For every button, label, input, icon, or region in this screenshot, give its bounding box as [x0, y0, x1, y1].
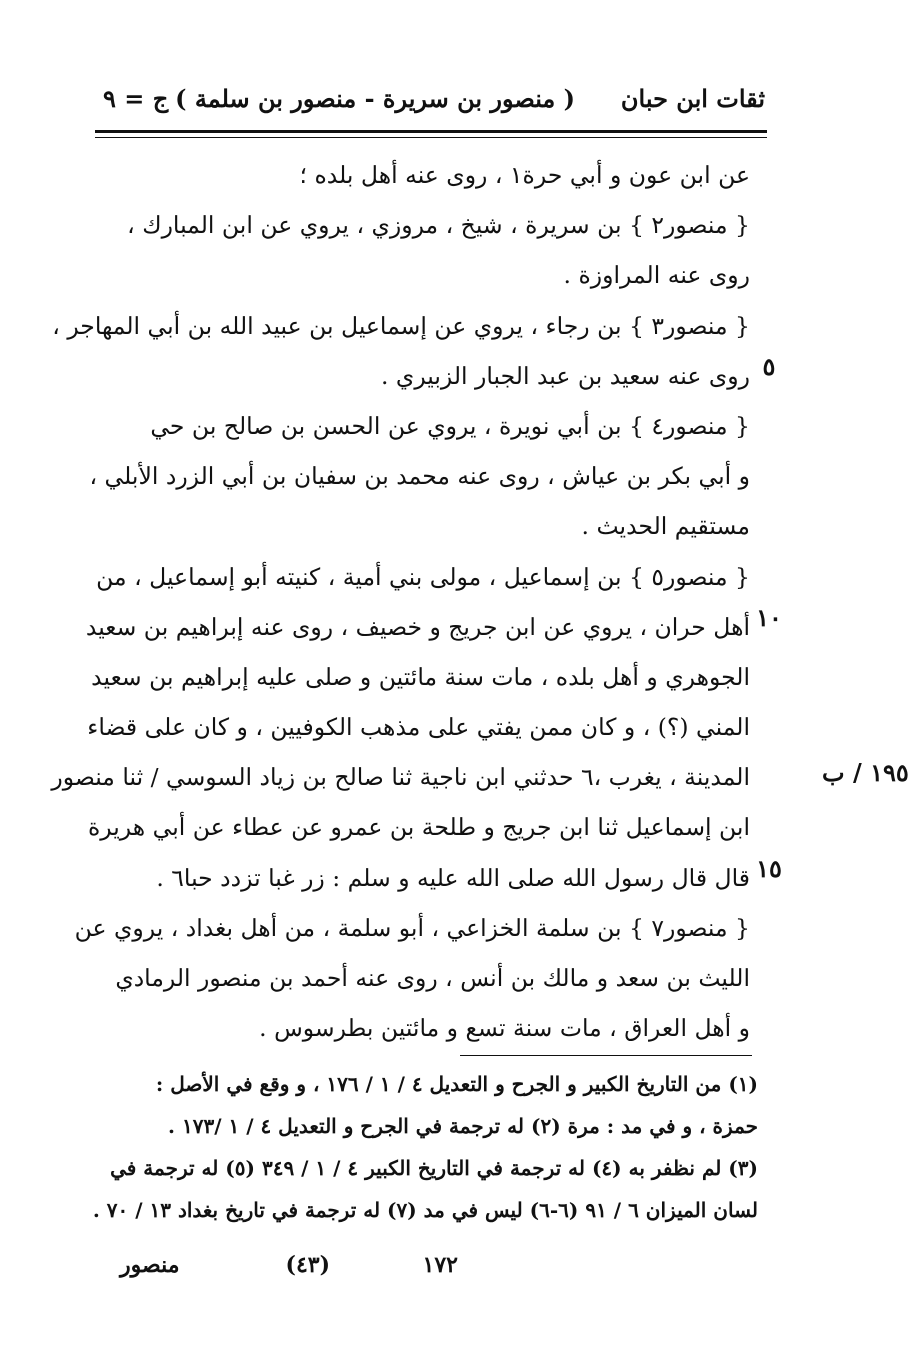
footnote-rule — [460, 1055, 752, 1056]
text-line: { منصور٣ } بن رجاء ، يروي عن إسماعيل بن عبيد الله بن أبي المهاجر ، — [52, 311, 750, 340]
text-line: الليث بن سعد و مالك بن أنس ، روى عنه أحمد بن منصور الرمادي — [115, 964, 750, 992]
footnote-line: لسان الميزان ٦ / ٩١ (٦-٦) ليس في مد (٧) له ترجمة في تاريخ بغداد ١٣ / ٧٠ . — [92, 1198, 758, 1222]
footnote-line: (٣) لم نظفر به (٤) له ترجمة في التاريخ الكبير ٤ / ١ / ٣٤٩ (٥) له ترجمة في — [110, 1156, 758, 1180]
line-number: ١٥ — [756, 854, 782, 883]
line-number: ٥ — [762, 352, 776, 381]
text-line: أهل حران ، يروي عن ابن جريج و خصيف ، روى عنه إبراهيم بن سعيد — [85, 612, 750, 641]
section-subject: ( منصور بن سريرة - منصور بن سلمة ) — [175, 84, 575, 113]
header-rule-thick — [95, 130, 767, 133]
text-line: ابن إسماعيل ثنا ابن جريج و طلحة بن عمرو عن عطاء عن أبي هريرة — [87, 813, 750, 842]
text-line: مستقيم الحديث . — [581, 512, 750, 541]
catchword: منصور — [120, 1252, 180, 1278]
text-line: عن ابن عون و أبي حرة١ ، روى عنه أهل بلده ؛ — [299, 161, 750, 189]
text-line: { منصور٤ } بن أبي نويرة ، يروي عن الحسن بن صالح بن حي — [150, 411, 750, 440]
text-line: المني (؟) ، و كان ممن يفتي على مذهب الكوفيين ، و كان على قضاء — [87, 713, 750, 742]
header-rule-thin — [95, 137, 767, 138]
text-line: { منصور٥ } بن إسماعيل ، مولى بني أمية ، كنيته أبو إسماعيل ، من — [96, 562, 750, 591]
text-line: المدينة ، يغرب ،٦ حدثني ابن ناجية ثنا صالح بن زياد السوسي / ثنا منصور — [51, 763, 750, 792]
text-line: و أهل العراق ، مات سنة تسع و مائتين بطرسوس . — [259, 1014, 750, 1043]
text-line: { منصور٧ } بن سلمة الخزاعي ، أبو سلمة ، من أهل بغداد ، يروي عن — [74, 913, 750, 942]
volume-number: ج = ٩ — [103, 84, 169, 113]
text-line: روى عنه سعيد بن عبد الجبار الزبيري . — [380, 361, 750, 390]
line-number: ١٠ — [756, 603, 782, 632]
main-text — [51, 150, 750, 1053]
running-header — [95, 78, 765, 122]
text-line: { منصور٢ } بن سريرة ، شيخ ، مروزي ، يروي عن ابن المبارك ، — [127, 211, 750, 240]
signature-mark: (٤٣) — [285, 1252, 330, 1278]
text-line: و أبي بكر بن عياش ، روى عنه محمد بن سفيان بن أبي الزرد الأبلي ، — [89, 462, 750, 491]
manuscript-folio-note: ١٩٥ / ب — [822, 758, 909, 787]
page-footer — [120, 1252, 570, 1292]
text-line: قال قال رسول الله صلى الله عليه و سلم : زر غبا تزدد حبا٦ . — [156, 863, 750, 892]
book-title: ثقات ابن حبان — [620, 84, 765, 113]
footnote-line: حمزة ، و في مد : مرة (٢) له ترجمة في الجرح و التعديل ٤ / ١ /١٧٣ . — [168, 1114, 758, 1138]
text-line: روى عنه المراوزة . — [563, 261, 750, 290]
footnote-line: (١) من التاريخ الكبير و الجرح و التعديل ٤ / ١ / ١٧٦ ، و وقع في الأصل : — [155, 1072, 758, 1096]
footnotes — [92, 1063, 758, 1231]
page-number: ١٧٢ — [422, 1252, 458, 1278]
text-line: الجوهري و أهل بلده ، مات سنة مائتين و صلى عليه إبراهيم بن سعيد — [91, 662, 750, 691]
